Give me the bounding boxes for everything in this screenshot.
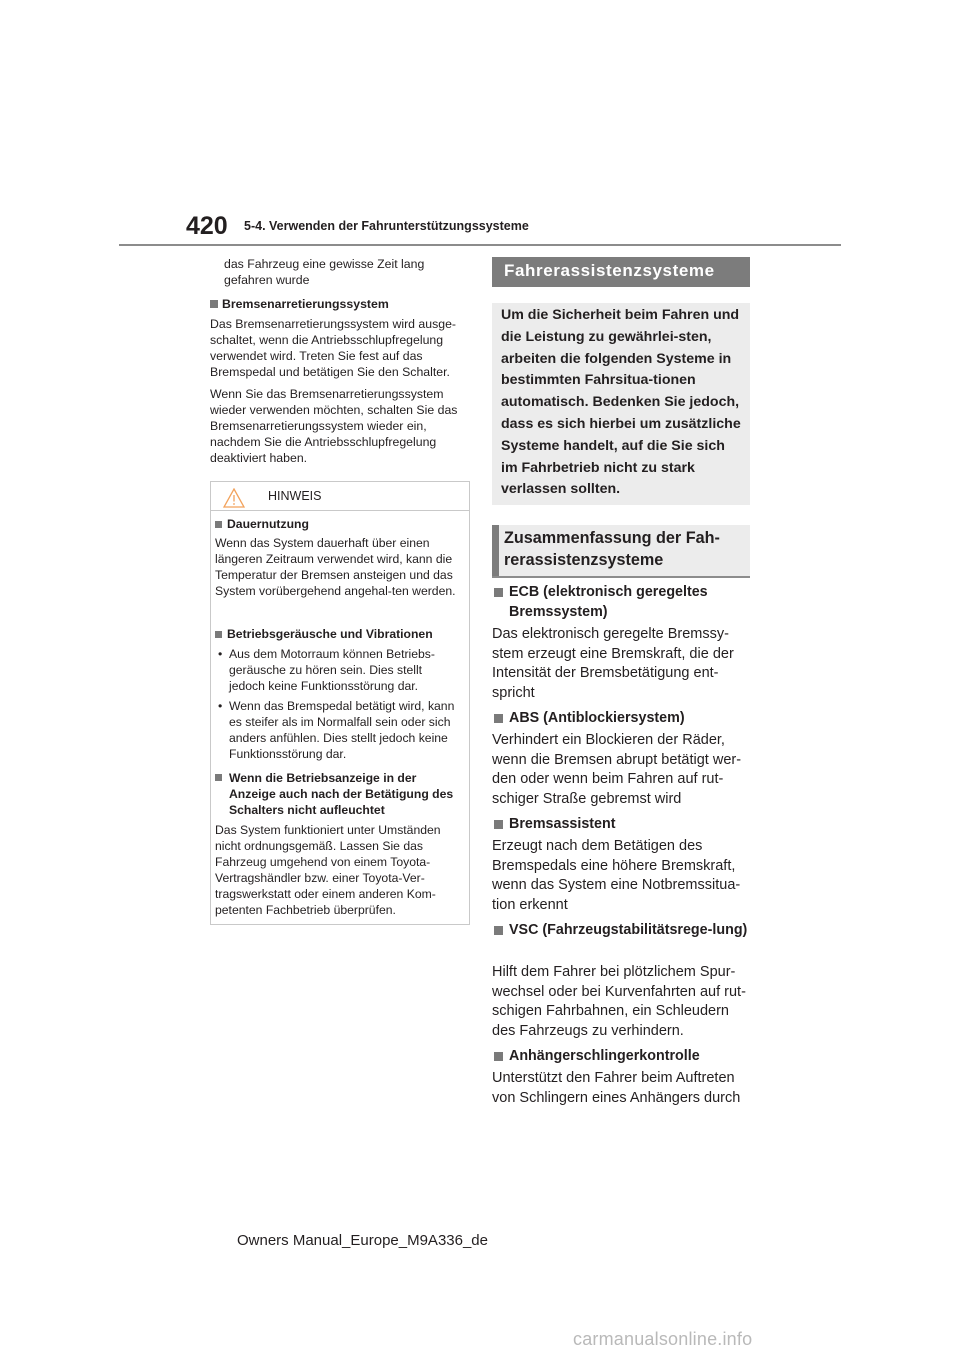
intro-box — [492, 303, 750, 505]
item-title-ecb — [492, 583, 754, 622]
note-s1-text: Wenn das System dauerhaft über einen längeren Zeitraum verwendet wird, kann die Temperatur der Bremsen ansteigen und das System vorübergehend angehal-ten werden. — [215, 536, 456, 598]
intro-text: Um die Sicherheit beim Fahren und die Leistung zu gewährlei-sten, arbeiten die folgenden Systeme in bestimmten Fahrsitua-tionen automatisch. Bedenken Sie jedoch, dass es sich hierbei um zusätzliche Systeme handelt, auf die Sie sich im Fahrbetrieb nicht zu stark verlassen sollten. — [501, 307, 741, 498]
square-bullet-icon — [215, 774, 222, 781]
item-title-abs — [492, 709, 754, 729]
note-s2-bullet — [215, 698, 460, 762]
square-bullet-icon — [494, 714, 503, 723]
item-title-text: ECB (elektronisch geregeltes Bremssystem) — [509, 584, 708, 620]
bullet-dot-icon: • — [218, 647, 223, 661]
item-title-text: VSC (Fahrzeugstabilitätsrege-lung) — [509, 922, 748, 938]
item-text-vsc: Hilft dem Fahrer bei plötzlichem Spur-wechsel oder bei Kurvenfahrten auf rut-schigen Fahrbahnen, ein Schleudern des Fahrzeugs zu verhindern. — [492, 964, 746, 1039]
square-bullet-icon — [494, 1052, 503, 1061]
item-text-brake-assist: Erzeugt nach dem Betätigen des Bremspedals eine höhere Bremskraft, wenn das System eine Notbremssitua-tion erkennt — [492, 838, 741, 913]
note-s3-text: Das System funktioniert unter Umständen nicht ordnungsgemäß. Lassen Sie das Fahrzeug umgehend von einem Toyota-Vertragshändler bzw. einer Toyota-Ver-tragswerkstatt oder einem anderen Kom-petenten Fachbetrieb überprüfen. — [215, 823, 441, 917]
item-title-brake-assist — [492, 815, 754, 835]
note-s3-title: Wenn die Betriebsanzeige in der Anzeige auch nach der Betätigung des Schalters nicht aufleuchtet — [229, 771, 454, 817]
square-bullet-icon — [494, 588, 503, 597]
bullet-dot-icon: • — [218, 699, 223, 713]
footer-doc-id: Owners Manual_Europe_M9A336_de — [237, 1232, 488, 1249]
watermark: carmanualsonline.info — [573, 1329, 753, 1349]
continued-paragraph — [224, 256, 460, 288]
note-s2-bullet — [215, 646, 460, 694]
item-title-trailer-sway — [492, 1047, 754, 1067]
page-number: 420 — [186, 212, 228, 240]
continued-text: das Fahrzeug eine gewisse Zeit lang gefahren wurde — [224, 257, 425, 287]
item-title-text: Anhängerschlingerkontrolle — [509, 1048, 700, 1064]
note-s2-bullet-text: Wenn das Bremspedal betätigt wird, kann es steifer als im Normalfall sein oder sich anders anfühlen. Dies stellt jedoch keine Funktionsstörung dar. — [229, 699, 455, 761]
brake-hold-heading — [210, 296, 472, 312]
item-text-abs: Verhindert ein Blockieren der Räder, wenn die Bremsen abrupt betätigt wer-den oder wenn beim Fahren auf rut-schiger Straße gebremst wird — [492, 732, 742, 807]
item-title-vsc — [492, 921, 754, 941]
square-bullet-icon — [215, 631, 222, 638]
note-section-indicator — [215, 770, 460, 918]
note-section-noise — [215, 626, 460, 762]
header-divider — [119, 244, 841, 246]
note-s2-title: Betriebsgeräusche und Vibrationen — [227, 627, 433, 641]
square-bullet-icon — [210, 300, 218, 308]
square-bullet-icon — [494, 820, 503, 829]
square-bullet-icon — [215, 521, 222, 528]
item-title-text: Bremsassistent — [509, 816, 616, 832]
brake-hold-para1: Das Bremsenarretierungssystem wird ausge-schaltet, wenn die Antriebsschlupfregelung verwendet wird. Treten Sie fest auf das Bremspedal und betätigen Sie den Schalter. — [210, 317, 457, 379]
item-text-trailer-sway: Unterstützt den Fahrer beim Auftreten von Schlingern eines Anhängers durch — [492, 1070, 741, 1106]
brake-hold-title: Bremsenarretierungssystem — [222, 297, 389, 311]
note-box — [210, 481, 470, 925]
note-s1-title: Dauernutzung — [227, 517, 309, 531]
square-bullet-icon — [494, 926, 503, 935]
note-header-divider — [211, 510, 469, 511]
warning-triangle-icon — [223, 488, 245, 508]
item-text-ecb: Das elektronisch geregelte Bremssy-stem erzeugt eine Bremskraft, die der Intensität der Bremsbetätigung ent-spricht — [492, 626, 734, 701]
brake-hold-para2: Wenn Sie das Bremsenarretierungssystem wieder verwenden möchten, schalten Sie das Bremsenarretierungssystem wieder ein, nachdem Sie die Antriebsschlupfregelung deaktiviert haben. — [210, 387, 458, 465]
summary-heading — [492, 525, 750, 578]
brake-hold-section — [210, 296, 472, 466]
summary-heading-text: Zusammenfassung der Fah-rerassistenzsysteme — [504, 529, 720, 569]
item-title-text: ABS (Antiblockiersystem) — [509, 710, 685, 726]
note-s2-bullet-text: Aus dem Motorraum können Betriebs-geräusche zu hören sein. Dies stellt jedoch keine Funktionsstörung dar. — [229, 647, 435, 693]
heading-accent-bar — [492, 525, 499, 576]
driving-assist-heading: Fahrerassistenzsysteme — [492, 257, 750, 287]
note-section-continuous-use — [215, 516, 460, 599]
section-title: 5-4. Verwenden der Fahrunterstützungssysteme — [244, 219, 529, 233]
note-label: HINWEIS — [268, 489, 322, 503]
